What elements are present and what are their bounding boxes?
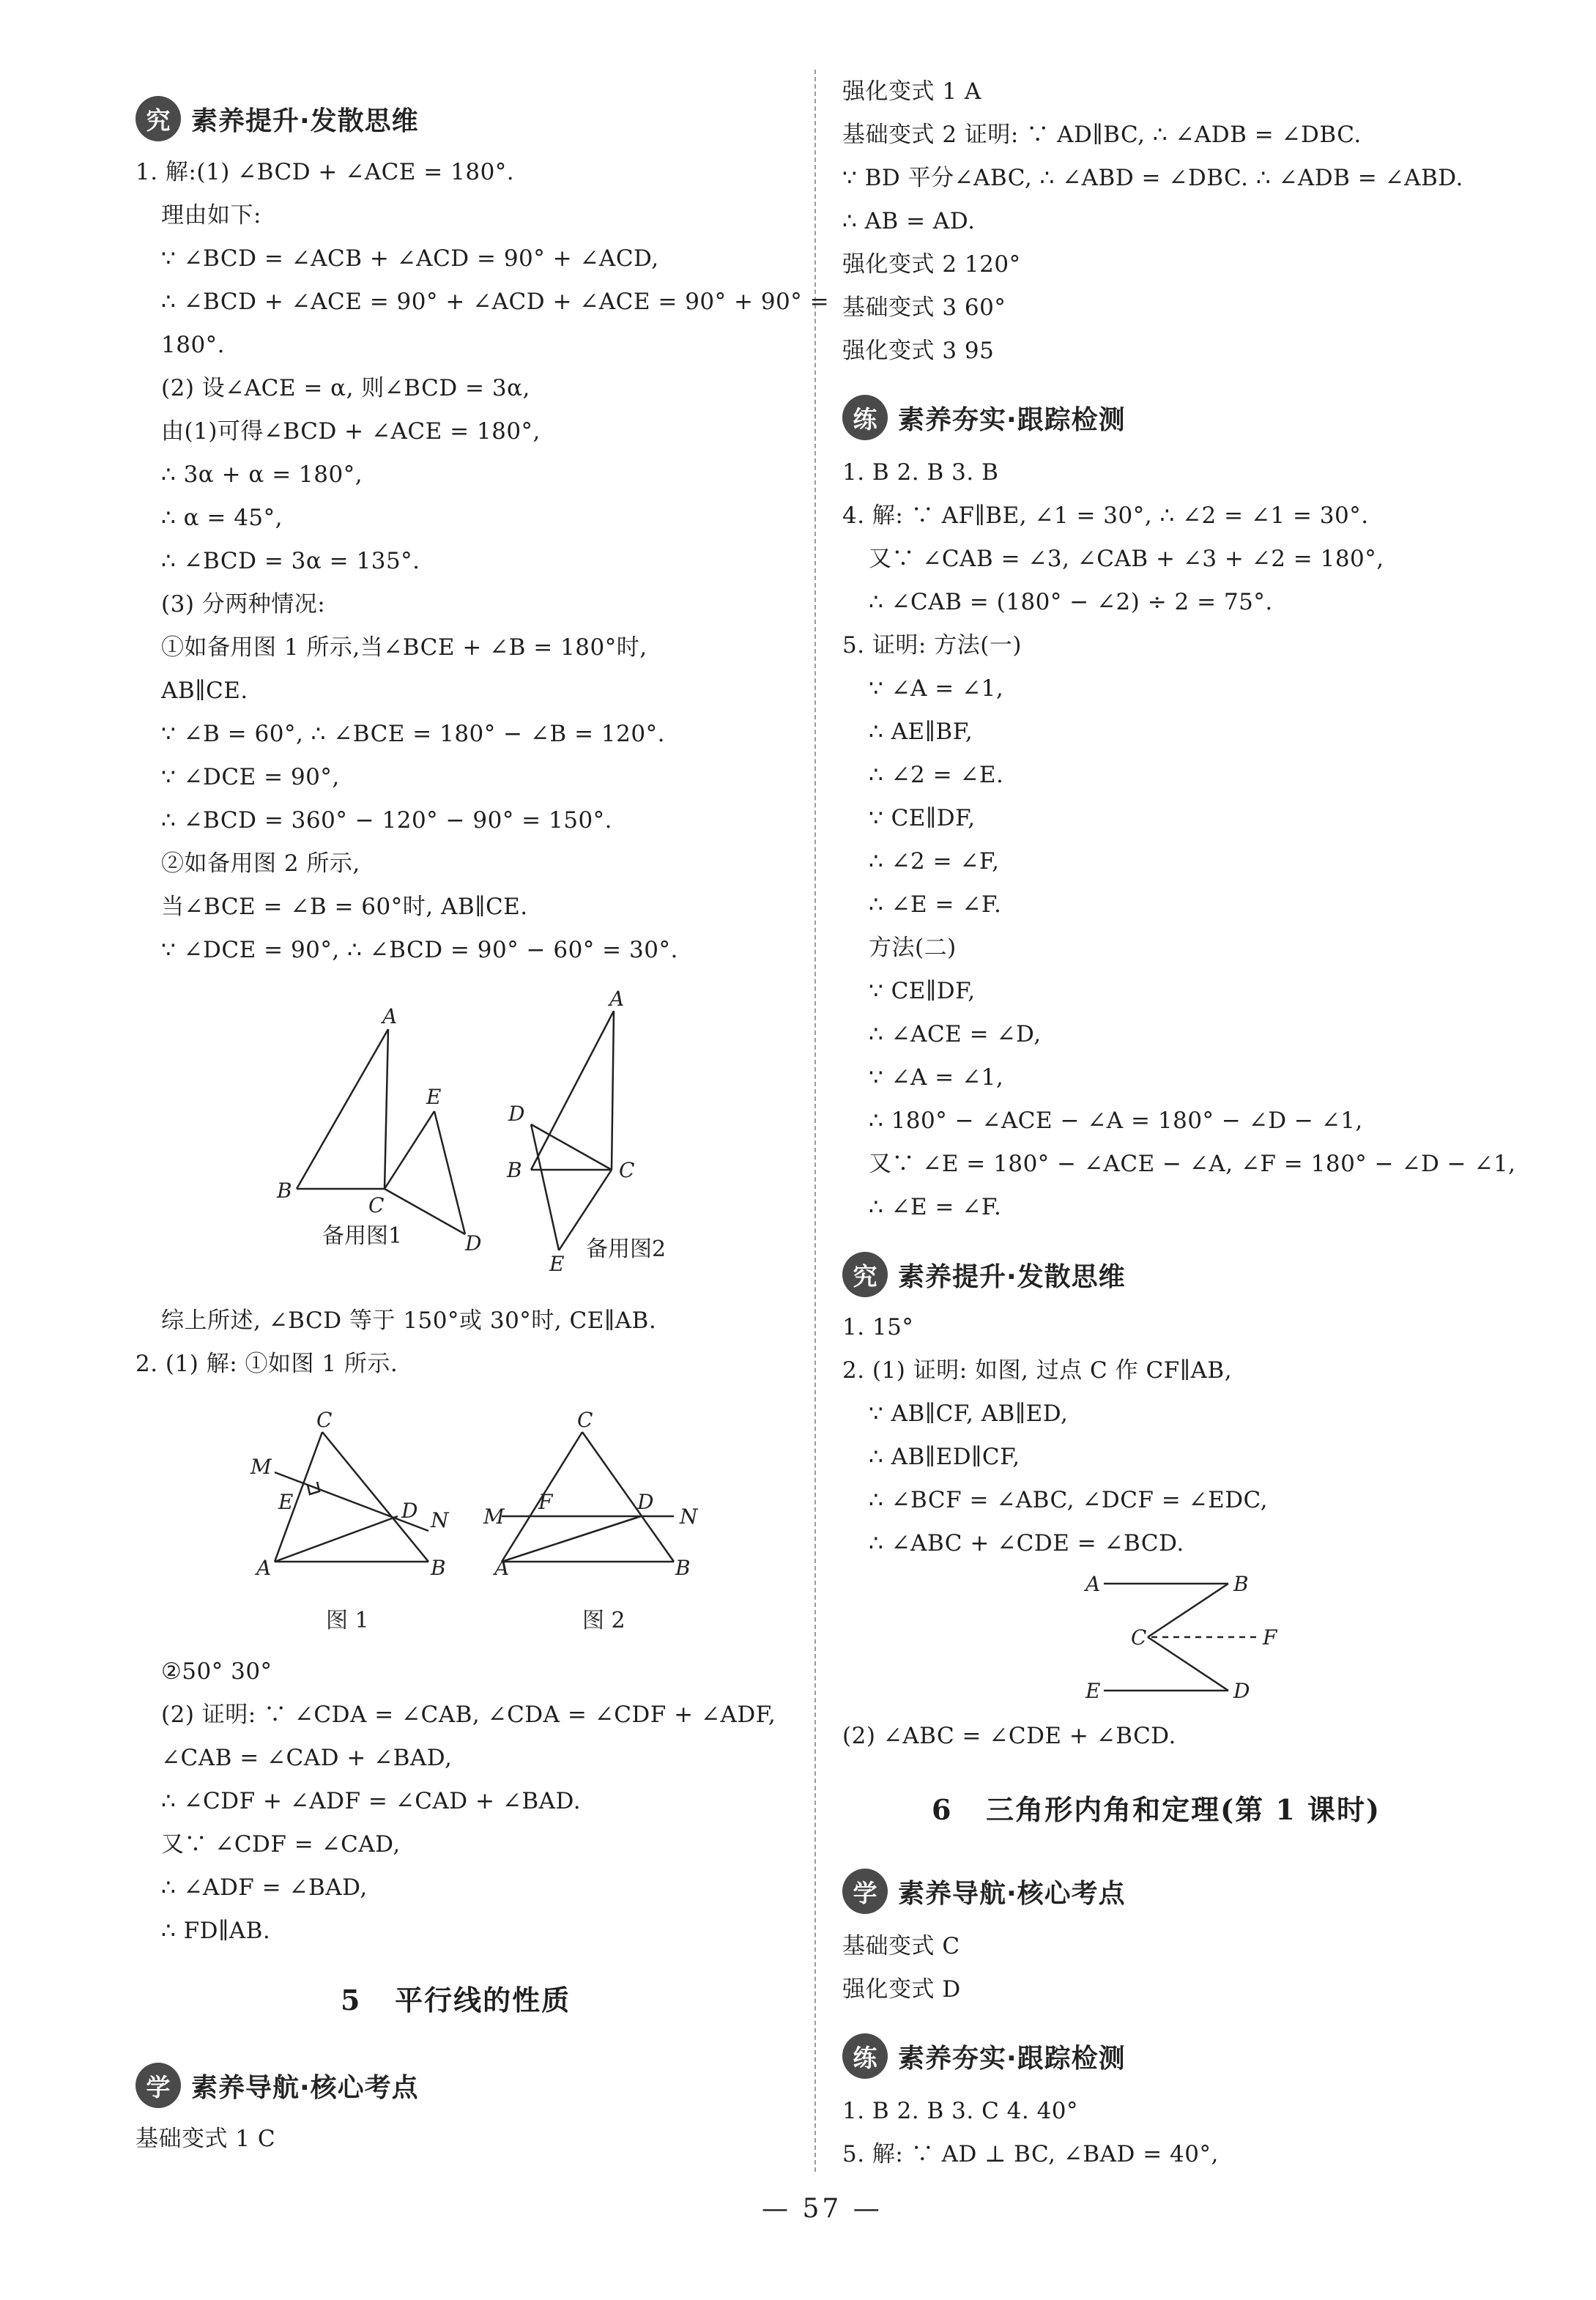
text-line: ∵ ∠B = 60°, ∴ ∠BCE = 180° − ∠B = 120°. <box>161 721 665 747</box>
section-number: 5 <box>341 1984 362 2017</box>
f1-label-a: A <box>256 1556 272 1580</box>
text-line: ②如备用图 2 所示, <box>161 850 360 877</box>
f2-label-m: M <box>483 1505 505 1529</box>
section-header-explore <box>136 95 419 142</box>
fig1-line-ab <box>297 1029 388 1189</box>
f2-label-n: N <box>680 1505 698 1529</box>
learn-badge-icon: 学 <box>842 1869 888 1914</box>
line-cd <box>1148 1637 1228 1691</box>
label-c: C <box>1131 1625 1147 1650</box>
label-b: B <box>1233 1572 1249 1596</box>
f2-label-a: A <box>494 1556 510 1580</box>
section-header-title: 素养提升·发散思维 <box>898 1261 1126 1292</box>
column-divider <box>814 70 816 2172</box>
f2-caption: 图 2 <box>582 1608 626 1633</box>
text-line: AB∥CE. <box>161 678 248 704</box>
figures-1-2 <box>242 1399 710 1641</box>
fig1-label-d: D <box>465 1231 482 1255</box>
f2-line-cb <box>582 1432 674 1562</box>
text-line: ∴ ∠BCD + ∠ACE = 90° + ∠ACD + ∠ACE = 90° + 90° = <box>161 289 830 315</box>
text-line: ∴ AB∥ED∥CF, <box>869 1444 1020 1470</box>
text-line: ∵ ∠DCE = 90°, <box>161 764 340 790</box>
f1-label-e: E <box>278 1490 294 1514</box>
text-line: ∴ 180° − ∠ACE − ∠A = 180° − ∠D − ∠1, <box>869 1108 1363 1134</box>
text-line: ∴ ∠2 = ∠E. <box>869 762 1004 788</box>
text-line: ①如备用图 1 所示,当∠BCE + ∠B = 180°时, <box>161 634 647 661</box>
fig1-label-a: A <box>382 1004 398 1028</box>
section-header-title: 素养提升·发散思维 <box>191 105 419 136</box>
explore-badge-icon: 究 <box>136 96 181 141</box>
fig1-label-c: C <box>368 1193 385 1217</box>
text-line: ∵ CE∥DF, <box>869 805 976 831</box>
text-line: ∠CAB = ∠CAD + ∠BAD, <box>161 1745 453 1771</box>
text-line: 1. B 2. B 3. B <box>842 459 999 486</box>
text-line: ∵ ∠A = ∠1, <box>869 1064 1004 1091</box>
text-line: 基础变式 2 证明: ∵ AD∥BC, ∴ ∠ADB = ∠DBC. <box>842 122 1362 148</box>
text-line: 5. 证明: 方法(一) <box>842 632 1022 659</box>
text-line: 基础变式 C <box>842 1933 960 1959</box>
parallel-lines-figure <box>1078 1568 1371 1714</box>
f1-label-n: N <box>431 1508 449 1532</box>
text-line: ∴ ∠ABC + ∠CDE = ∠BCD. <box>869 1530 1184 1557</box>
page-number: — 57 — <box>762 2194 883 2224</box>
explore-badge-icon: 究 <box>842 1252 888 1297</box>
text-line: 综上所述, ∠BCD 等于 150°或 30°时, CE∥AB. <box>161 1307 657 1334</box>
text-line: 由(1)可得∠BCD + ∠ACE = 180°, <box>161 418 541 445</box>
f1-label-d: D <box>401 1499 418 1523</box>
text-line: (2) ∠ABC = ∠CDE + ∠BCD. <box>842 1723 1176 1749</box>
text-line: 强化变式 D <box>842 1976 961 2003</box>
section-number: 6 <box>932 1793 953 1826</box>
section-name: 平行线的性质 <box>395 1984 571 2017</box>
text-line: 强化变式 2 120° <box>842 251 1021 278</box>
line-bc <box>1148 1584 1228 1637</box>
label-f: F <box>1263 1625 1277 1650</box>
fig2-label-a: A <box>609 987 625 1011</box>
section-header-learn <box>842 1868 1126 1915</box>
section-header-practice <box>842 394 1126 441</box>
f1-line-ad <box>275 1516 398 1562</box>
text-line: 1. 15° <box>842 1314 914 1340</box>
learn-badge-icon: 学 <box>136 2063 181 2108</box>
text-line: (3) 分两种情况: <box>161 591 326 617</box>
label-d: D <box>1233 1679 1250 1703</box>
f2-label-d: D <box>637 1490 654 1514</box>
text-line: 强化变式 3 95 <box>842 338 995 364</box>
fig1-label-e: E <box>426 1085 442 1109</box>
f2-label-b: B <box>675 1556 691 1580</box>
text-line: 当∠BCE = ∠B = 60°时, AB∥CE. <box>161 894 528 920</box>
text-line: ∴ α = 45°, <box>161 505 283 531</box>
practice-badge-icon: 练 <box>842 2033 888 2079</box>
text-line: 基础变式 1 C <box>136 2126 276 2152</box>
text-line: ∴ ∠E = ∠F. <box>869 891 1002 918</box>
label-e: E <box>1085 1679 1101 1703</box>
text-line: ∵ ∠DCE = 90°, ∴ ∠BCD = 90° − 60° = 30°. <box>161 937 678 963</box>
text-line: 2. (1) 证明: 如图, 过点 C 作 CF∥AB, <box>842 1357 1233 1384</box>
text-line: ∴ FD∥AB. <box>161 1918 271 1944</box>
fig1-line-ac <box>385 1029 388 1189</box>
text-line: ∴ ∠BCD = 3α = 135°. <box>161 548 420 574</box>
text-line: 1. B 2. B 3. C 4. 40° <box>842 2098 1079 2124</box>
text-line: 方法(二) <box>869 935 957 961</box>
text-line: ∴ ∠ACE = ∠D, <box>869 1021 1042 1047</box>
text-line: 又∵ ∠E = 180° − ∠ACE − ∠A, ∠F = 180° − ∠D − ∠1, <box>869 1151 1516 1177</box>
text-line: (2) 证明: ∵ ∠CDA = ∠CAB, ∠CDA = ∠CDF + ∠ADF, <box>161 1702 776 1728</box>
text-line: ∴ ∠CDF + ∠ADF = ∠CAD + ∠BAD. <box>161 1788 582 1814</box>
practice-badge-icon: 练 <box>842 395 888 440</box>
text-line: ∴ ∠ADF = ∠BAD, <box>161 1874 368 1901</box>
fig2-line-ab <box>531 1011 614 1170</box>
label-a: A <box>1085 1572 1101 1596</box>
fig2-line-ac <box>612 1011 614 1170</box>
text-line: ∵ ∠A = ∠1, <box>869 675 1004 702</box>
text-line: ∴ ∠BCF = ∠ABC, ∠DCF = ∠EDC, <box>869 1487 1269 1513</box>
backup-figures <box>264 985 703 1278</box>
text-line: ∴ 3α + α = 180°, <box>161 461 363 488</box>
text-line: 2. (1) 解: ①如图 1 所示. <box>136 1351 398 1377</box>
fig1-line-ec <box>385 1111 434 1189</box>
section-header-practice <box>842 2033 1126 2080</box>
text-line: 强化变式 1 A <box>842 78 981 105</box>
section-header-explore <box>842 1251 1126 1298</box>
section-header-title: 素养夯实·跟踪检测 <box>898 404 1126 435</box>
fig1-label-b: B <box>277 1179 292 1203</box>
f2-line-ad <box>502 1516 641 1562</box>
text-line: 又∵ ∠CAB = ∠3, ∠CAB + ∠3 + ∠2 = 180°, <box>869 546 1384 572</box>
fig2-label-e: E <box>549 1252 565 1276</box>
text-line: ∴ ∠CAB = (180° − ∠2) ÷ 2 = 75°. <box>869 589 1273 615</box>
section-header-learn <box>136 2062 419 2109</box>
text-line: 又∵ ∠CDF = ∠CAD, <box>161 1831 401 1858</box>
section-name: 三角形内角和定理(第 1 课时) <box>986 1793 1381 1826</box>
f1-label-b: B <box>431 1556 446 1580</box>
fig2-caption: 备用图2 <box>586 1236 667 1262</box>
text-line: 180°. <box>161 332 226 358</box>
text-line: ∵ CE∥DF, <box>869 978 976 1004</box>
f2-label-c: C <box>577 1408 593 1432</box>
fig2-label-d: D <box>508 1102 525 1126</box>
fig1-line-ed <box>434 1111 465 1234</box>
section-header-title: 素养夯实·跟踪检测 <box>898 2043 1126 2074</box>
text-line: ②50° 30° <box>161 1658 272 1685</box>
text-line: 5. 解: ∵ AD ⊥ BC, ∠BAD = 40°, <box>842 2141 1219 2167</box>
section-header-title: 素养导航·核心考点 <box>898 1878 1126 1909</box>
text-line: ∴ AE∥BF, <box>869 719 973 745</box>
fig2-label-c: C <box>619 1158 635 1182</box>
text-line: ∴ AB = AD. <box>842 208 976 234</box>
section-header-title: 素养导航·核心考点 <box>191 2072 419 2103</box>
section-6-title <box>932 1787 1381 1828</box>
text-line: 理由如下: <box>161 202 261 229</box>
text-line: ∵ BD 平分∠ABC, ∴ ∠ABD = ∠DBC. ∴ ∠ADB = ∠ABD. <box>842 165 1463 191</box>
fig1-caption: 备用图1 <box>322 1223 403 1249</box>
fig2-label-b: B <box>507 1158 522 1182</box>
text-line: ∴ ∠E = ∠F. <box>869 1194 1002 1220</box>
text-line: ∵ AB∥CF, AB∥ED, <box>869 1401 1069 1427</box>
section-5-title <box>341 1978 571 2018</box>
f2-label-f: F <box>538 1490 553 1514</box>
text-line: (2) 设∠ACE = α, 则∠BCD = 3α, <box>161 375 530 401</box>
text-line: 基础变式 3 60° <box>842 294 1006 321</box>
f1-label-c: C <box>316 1408 333 1432</box>
text-line: ∴ ∠BCD = 360° − 120° − 90° = 150°. <box>161 807 613 834</box>
f1-label-m: M <box>250 1455 272 1479</box>
text-line: 1. 解:(1) ∠BCD + ∠ACE = 180°. <box>136 159 515 185</box>
text-line: ∵ ∠BCD = ∠ACB + ∠ACD = 90° + ∠ACD, <box>161 245 659 272</box>
text-line: 4. 解: ∵ AF∥BE, ∠1 = 30°, ∴ ∠2 = ∠1 = 30°. <box>842 502 1369 529</box>
text-line: ∴ ∠2 = ∠F, <box>869 848 1000 875</box>
f1-caption: 图 1 <box>326 1608 369 1633</box>
